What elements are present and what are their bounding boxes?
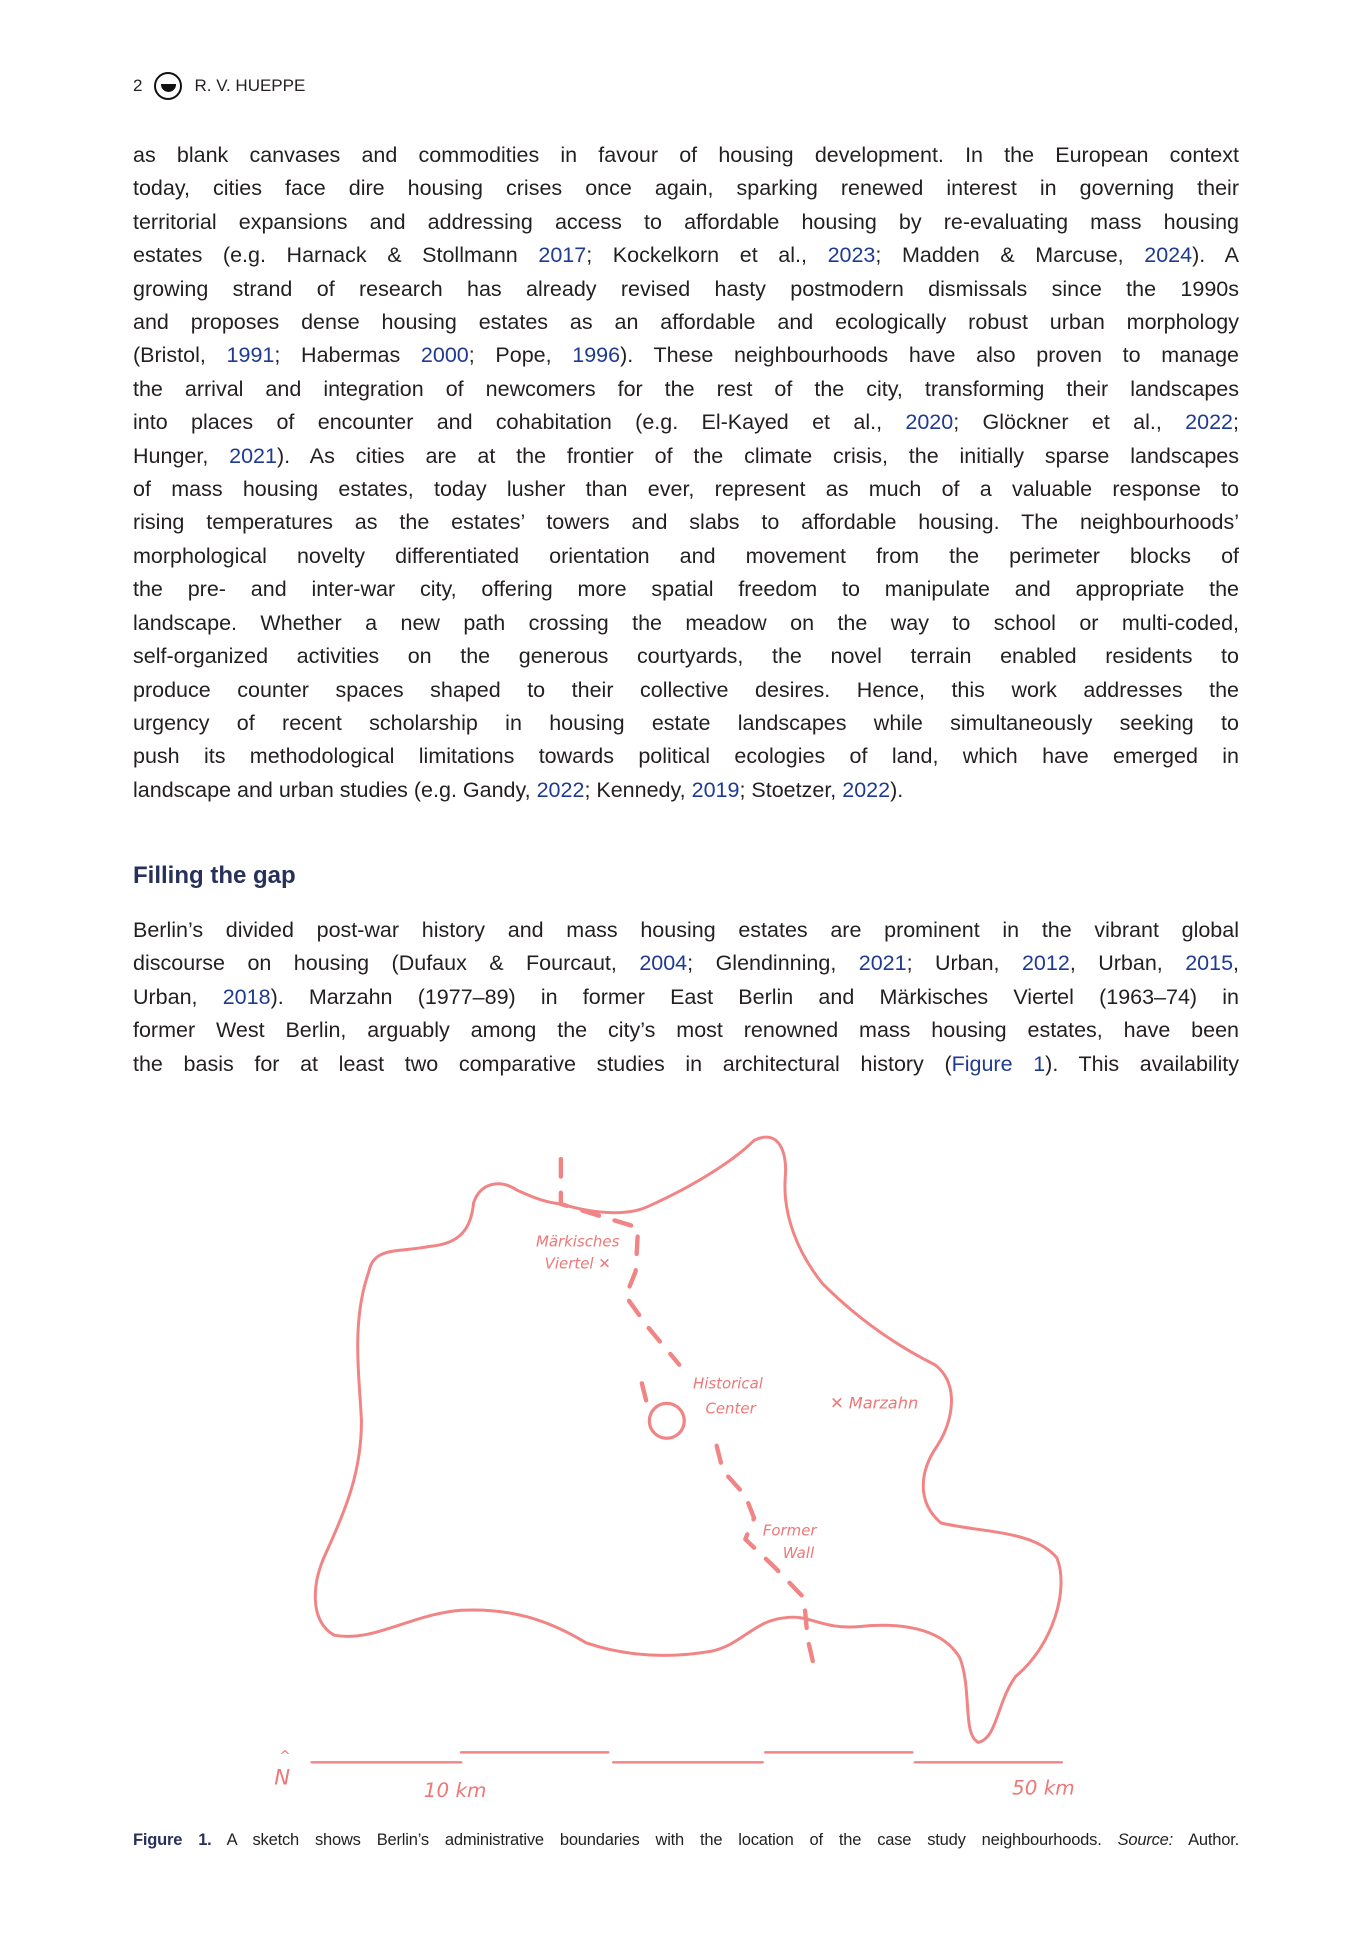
figure-label: Figure 1. — [133, 1831, 212, 1849]
scale-label-10km: 10 km — [423, 1778, 487, 1803]
running-header — [133, 72, 305, 100]
text-run: ; — [1233, 410, 1239, 435]
citation-link[interactable]: 2000 — [420, 343, 469, 368]
citation-link[interactable]: 2021 — [858, 951, 907, 976]
text-line — [133, 440, 1239, 473]
running-author: R. V. HUEPPE — [194, 76, 306, 95]
text-run: morphological novelty differentiated orientation and movement from the perimeter blocks of — [133, 543, 1239, 568]
scale-label-50km: 50 km — [1012, 1775, 1075, 1800]
text-run: former West Berlin, arguably among the city’s most renowned mass housing estates, have been — [133, 1018, 1239, 1043]
citation-link[interactable]: 2019 — [691, 777, 740, 802]
text-run: ). As cities are at the frontier of the climate crisis, the initially sparse landscapes — [276, 443, 1239, 468]
label-former-wall: Former — [762, 1521, 817, 1540]
text-run: ; Habermas — [274, 343, 421, 368]
citation-link[interactable]: Figure 1 — [951, 1051, 1046, 1076]
text-run: ). A — [1192, 243, 1239, 268]
text-run: ). — [890, 777, 904, 802]
citation-link[interactable]: 2021 — [229, 443, 277, 468]
text-line — [133, 707, 1239, 740]
text-line — [133, 406, 1239, 439]
text-line — [133, 607, 1239, 640]
text-run: territorial expansions and addressing access to affordable housing by re-evaluating mass housing — [133, 209, 1239, 234]
citation-link[interactable]: 1996 — [572, 343, 621, 368]
text-run: ; Kennedy, — [584, 777, 692, 802]
citation-link[interactable]: 2022 — [536, 777, 585, 802]
journal-logo-icon — [154, 72, 182, 100]
former-wall-line — [561, 1159, 816, 1676]
text-run: rising temperatures as the estates’ towers and slabs to affordable housing. The neighbourhoods’ — [133, 510, 1239, 535]
citation-link[interactable]: 2024 — [1144, 243, 1193, 268]
historical-center-marker — [649, 1403, 684, 1438]
text-run: ; Pope, — [468, 343, 573, 368]
text-run: growing strand of research has already revised hasty postmodern dismissals since the 1990s — [133, 276, 1239, 301]
label-historical-center-2: Center — [705, 1399, 756, 1418]
text-run: ; Madden & Marcuse, — [875, 243, 1145, 268]
text-run: (Bristol, — [133, 343, 227, 368]
text-run: discourse on housing (Dufaux & Fourcaut, — [133, 951, 640, 976]
text-run: ; Glendinning, — [687, 951, 859, 976]
label-former-wall-2: Wall — [782, 1543, 815, 1562]
berlin-boundary — [315, 1137, 1061, 1742]
text-line — [133, 172, 1239, 205]
text-run: as blank canvases and commodities in favour of housing development. In the European context — [133, 143, 1239, 167]
text-line — [133, 573, 1239, 606]
text-line — [133, 640, 1239, 673]
label-markisches-viertel: Märkisches — [535, 1232, 620, 1251]
text-line — [133, 239, 1239, 272]
caption-source-label: Source: — [1117, 1831, 1174, 1849]
text-line — [133, 139, 1239, 172]
text-run: ). Marzahn (1977–89) in former East Berlin and Märkisches Viertel (1963–74) in — [270, 984, 1239, 1009]
label-historical-center: Historical — [692, 1374, 763, 1393]
text-line — [133, 540, 1239, 573]
text-line — [133, 339, 1239, 372]
text-run: Urban, — [133, 984, 223, 1009]
text-run: of mass housing estates, today lusher than ever, represent as much of a valuable response to — [133, 477, 1239, 502]
citation-link[interactable]: 2017 — [538, 243, 587, 268]
text-run: , — [1233, 951, 1240, 976]
text-line — [133, 206, 1239, 239]
citation-link[interactable]: 2022 — [842, 777, 891, 802]
text-run: landscape and urban studies (e.g. Gandy, — [133, 777, 537, 802]
paragraph-1 — [133, 139, 1239, 807]
section-heading: Filling the gap — [133, 862, 296, 889]
scale-bar — [312, 1752, 1062, 1762]
text-line — [133, 1048, 1239, 1081]
citation-link[interactable]: 2004 — [639, 951, 688, 976]
text-line — [133, 914, 1239, 947]
text-run: ; Urban, — [906, 951, 1022, 976]
north-label: N — [274, 1764, 291, 1790]
figure-caption — [133, 1831, 1239, 1850]
citation-link[interactable]: 1991 — [226, 343, 275, 368]
caption-source: Author. — [1173, 1831, 1239, 1849]
caption-text: A sketch shows Berlin’s administrative boundaries with the location of the case study neighbourhoods. — [211, 1831, 1118, 1849]
text-run: Berlin’s divided post-war history and mass housing estates are prominent in the vibrant global — [133, 918, 1239, 942]
text-line — [133, 273, 1239, 306]
text-run: the arrival and integration of newcomers for the rest of the city, transforming their landscapes — [133, 376, 1239, 401]
label-markisches-viertel-2: Viertel ✕ — [544, 1254, 611, 1273]
page-number: 2 — [133, 76, 143, 95]
text-run: landscape. Whether a new path crossing the meadow on the way to school or multi-coded, — [133, 610, 1239, 635]
text-run: ). This availability — [1045, 1051, 1239, 1076]
text-run: ; Glöckner et al., — [953, 410, 1186, 435]
text-run: ). These neighbourhoods have also proven to manage — [620, 343, 1239, 368]
citation-link[interactable]: 2015 — [1185, 951, 1234, 976]
text-line — [133, 506, 1239, 539]
text-run: produce counter spaces shaped to their collective desires. Hence, this work addresses the — [133, 677, 1239, 702]
text-line — [133, 774, 1239, 807]
text-run: the pre- and inter-war city, offering more spatial freedom to manipulate and appropriate the — [133, 577, 1239, 602]
text-line — [133, 306, 1239, 339]
citation-link[interactable]: 2018 — [222, 984, 271, 1009]
text-line — [133, 674, 1239, 707]
label-marzahn: ✕ Marzahn — [830, 1393, 919, 1413]
text-line — [133, 473, 1239, 506]
text-line — [133, 740, 1239, 773]
text-line — [133, 947, 1239, 980]
text-run: the basis for at least two comparative studies in architectural history ( — [133, 1051, 952, 1076]
paragraph-2 — [133, 914, 1239, 1081]
text-run: urgency of recent scholarship in housing estate landscapes while simultaneously seeking to — [133, 710, 1239, 735]
text-run: into places of encounter and cohabitation (e.g. El-Kayed et al., — [133, 410, 906, 435]
text-run: and proposes dense housing estates as an affordable and ecologically robust urban morphology — [133, 310, 1239, 335]
citation-link[interactable]: 2023 — [827, 243, 876, 268]
text-run: self-organized activities on the generous courtyards, the novel terrain enabled residents to — [133, 644, 1239, 669]
citation-link[interactable]: 2022 — [1185, 410, 1234, 435]
text-line — [133, 373, 1239, 406]
citation-link[interactable]: 2012 — [1021, 951, 1070, 976]
text-run: push its methodological limitations towards political ecologies of land, which have emerged in — [133, 744, 1239, 769]
text-run: estates (e.g. Harnack & Stollmann — [133, 243, 539, 268]
text-run: ; Stoetzer, — [739, 777, 843, 802]
text-run: Hunger, — [133, 443, 230, 468]
text-line — [133, 981, 1239, 1014]
text-run: ; Kockelkorn et al., — [586, 243, 828, 268]
text-run: , Urban, — [1069, 951, 1186, 976]
text-line — [133, 1014, 1239, 1047]
citation-link[interactable]: 2020 — [905, 410, 954, 435]
text-run: today, cities face dire housing crises once again, sparking renewed interest in governing their — [133, 176, 1239, 201]
north-arrow-icon: ^ — [279, 1747, 291, 1764]
